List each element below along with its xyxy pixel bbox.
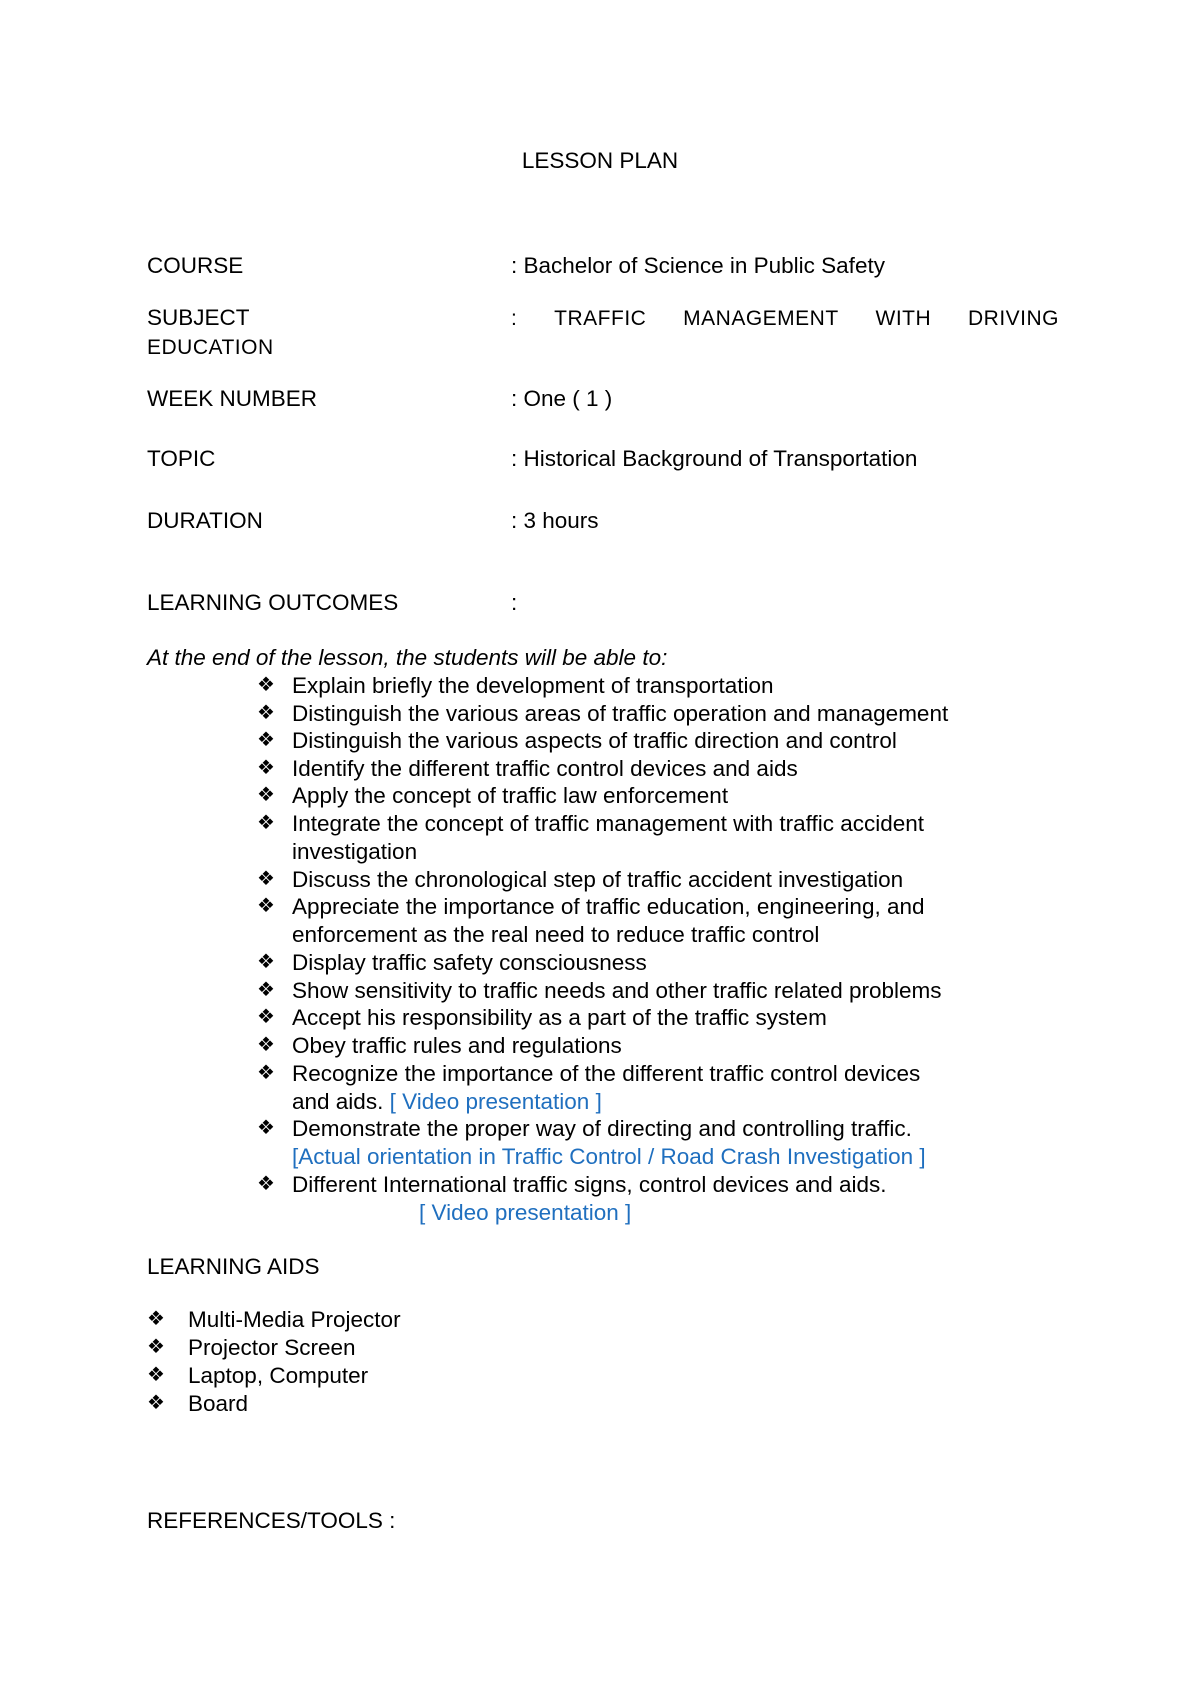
outcome-item-continuation: enforcement as the real need to reduce traffic control: [292, 922, 820, 947]
topic-label: TOPIC: [147, 446, 216, 471]
course-value: : Bachelor of Science in Public Safety: [511, 253, 885, 278]
subject-continuation: EDUCATION: [147, 336, 274, 359]
outcome-item: Distinguish the various aspects of traffic direction and control: [292, 728, 897, 753]
outcome-item: Obey traffic rules and regulations: [292, 1033, 622, 1058]
subject-word: DRIVING: [967, 307, 1059, 330]
aid-item: Projector Screen: [188, 1335, 356, 1360]
outcomes-intro: At the end of the lesson, the students will be able to:: [147, 645, 668, 670]
diamond-bullet-icon: ❖: [257, 729, 275, 751]
week-value: : One ( 1 ): [511, 386, 613, 411]
diamond-bullet-icon: ❖: [257, 1173, 275, 1195]
subject-word: WITH: [875, 307, 932, 330]
diamond-bullet-icon: ❖: [257, 812, 275, 834]
outcome-item-continuation: [292, 1088, 602, 1115]
outcome-text: and aids.: [292, 1089, 384, 1114]
video-presentation-link: [ Video presentation ]: [419, 1200, 632, 1225]
diamond-bullet-icon: ❖: [257, 674, 275, 696]
aid-item: Board: [188, 1391, 249, 1416]
subject-word: MANAGEMENT: [683, 307, 839, 330]
duration-label: DURATION: [147, 508, 263, 533]
outcome-item: Discuss the chronological step of traffic accident investigation: [292, 867, 904, 892]
outcome-item: Distinguish the various areas of traffic operation and management: [292, 701, 949, 726]
diamond-bullet-icon: ❖: [257, 979, 275, 1001]
diamond-bullet-icon: ❖: [257, 757, 275, 779]
diamond-bullet-icon: ❖: [257, 1062, 275, 1084]
diamond-bullet-icon: ❖: [257, 784, 275, 806]
learning-aids-label: LEARNING AIDS: [147, 1254, 320, 1279]
subject-word: TRAFFIC: [554, 307, 647, 330]
outcome-item: Apply the concept of traffic law enforcement: [292, 783, 729, 808]
diamond-bullet-icon: ❖: [147, 1364, 165, 1386]
learning-outcomes-label: LEARNING OUTCOMES: [147, 590, 399, 615]
outcome-item: Integrate the concept of traffic management with traffic accident: [292, 811, 925, 836]
outcome-item: Demonstrate the proper way of directing and controlling traffic.: [292, 1116, 912, 1141]
aid-item: Multi-Media Projector: [188, 1307, 401, 1332]
outcome-item: Appreciate the importance of traffic education, engineering, and: [292, 894, 925, 919]
outcome-item-continuation: investigation: [292, 839, 418, 864]
diamond-bullet-icon: ❖: [257, 1034, 275, 1056]
outcome-item: Identify the different traffic control devices and aids: [292, 756, 798, 781]
subject-label: SUBJECT: [147, 305, 250, 330]
diamond-bullet-icon: ❖: [257, 868, 275, 890]
diamond-bullet-icon: ❖: [257, 1006, 275, 1028]
subject-colon: :: [511, 307, 518, 330]
outcome-item: Recognize the importance of the different traffic control devices: [292, 1061, 921, 1086]
aid-item: Laptop, Computer: [188, 1363, 369, 1388]
subject-value: [511, 306, 1059, 331]
course-label: COURSE: [147, 253, 244, 278]
diamond-bullet-icon: ❖: [257, 1117, 275, 1139]
outcome-item: Accept his responsibility as a part of the traffic system: [292, 1005, 827, 1030]
page-title: LESSON PLAN: [521, 148, 679, 173]
outcome-item: Explain briefly the development of transportation: [292, 673, 774, 698]
diamond-bullet-icon: ❖: [257, 702, 275, 724]
diamond-bullet-icon: ❖: [257, 895, 275, 917]
week-label: WEEK NUMBER: [147, 386, 318, 411]
outcome-item: Display traffic safety consciousness: [292, 950, 647, 975]
duration-value: : 3 hours: [511, 508, 599, 533]
diamond-bullet-icon: ❖: [147, 1336, 165, 1358]
topic-value: : Historical Background of Transportation: [511, 446, 918, 471]
references-label: REFERENCES/TOOLS :: [147, 1508, 396, 1533]
video-presentation-link: [ Video presentation ]: [389, 1089, 602, 1114]
outcome-item: Different International traffic signs, control devices and aids.: [292, 1172, 887, 1197]
outcome-item: Show sensitivity to traffic needs and other traffic related problems: [292, 978, 942, 1003]
diamond-bullet-icon: ❖: [257, 951, 275, 973]
diamond-bullet-icon: ❖: [147, 1308, 165, 1330]
learning-outcomes-colon: :: [511, 590, 518, 615]
actual-orientation-link: [Actual orientation in Traffic Control / Road Crash Investigation ]: [292, 1144, 926, 1169]
diamond-bullet-icon: ❖: [147, 1392, 165, 1414]
